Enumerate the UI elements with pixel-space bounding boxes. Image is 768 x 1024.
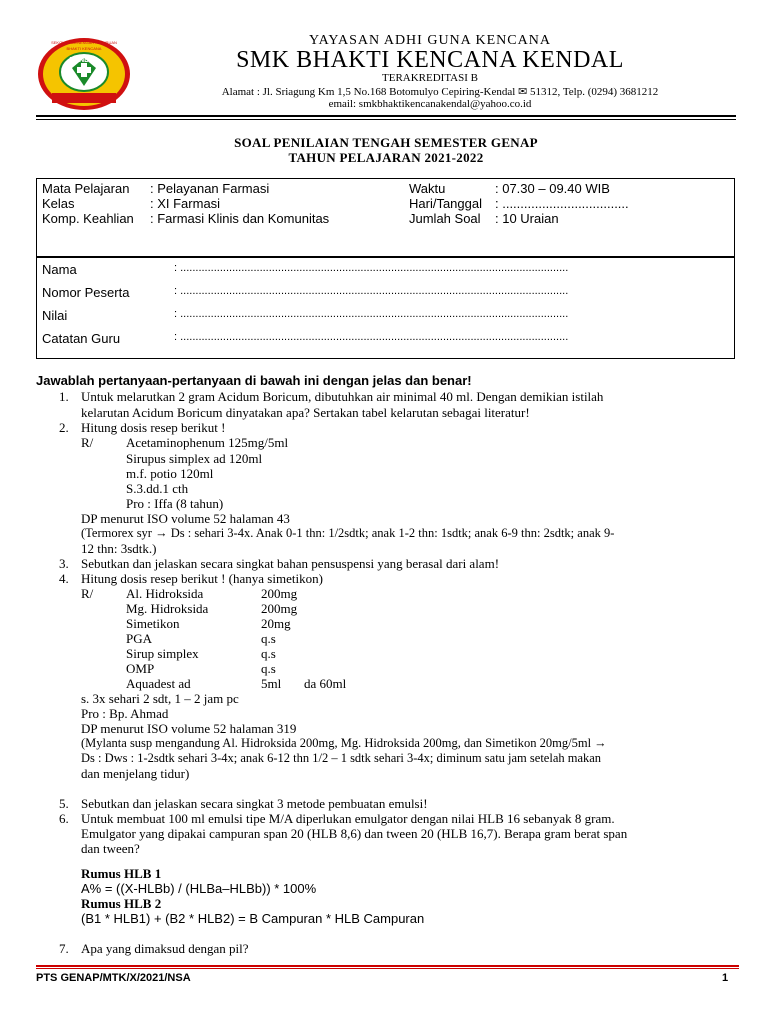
q2-note1: (Termorex syr → Ds : sehari 3-4x. Anak 0-1 thn: 1/2sdtk; anak 1-2 thn: 1sdtk; anak 6-9 thn: 2sdtk; anak 9- [81,526,615,540]
q2-line1: Hitung dosis resep berikut ! [81,420,226,435]
q4-sig: s. 3x sehari 2 sdt, 1 – 2 jam pc [81,691,239,706]
q2-number: 2. [59,420,69,435]
q4-note2: Ds : Dws : 1-2sdtk sehari 3-4x; anak 6-12 thn 1/2 – 1 sdtk sehari 3-4x; diminum satu jam setelah makan [81,751,602,765]
subject-label: Mata Pelajaran [42,181,130,196]
class-label: Kelas [42,196,75,211]
q4-recipe-symbol: R/ [81,586,94,601]
q3-number: 3. [59,556,69,571]
q4-item-qty: 200mg [261,601,298,616]
q6-formula1-title: Rumus HLB 1 [81,866,162,881]
q2-item: Acetaminophenum 125mg/5ml [126,435,289,450]
q4-item-qty: 200mg [261,586,298,601]
q7-number: 7. [59,941,69,956]
q2-item: Pro : Iffa (8 tahun) [126,496,224,511]
instructions: Jawablah pertanyaan-pertanyaan di bawah ini dengan jelas dan benar! [36,373,472,388]
q6-formula1: A% = ((X-HLBb) / (HLBa–HLBb)) * 100% [81,881,317,896]
q2-note2: 12 thn: 3sdtk.) [81,541,157,556]
school-name: SMK BHAKTI KENCANA KENDAL [236,47,624,73]
logo-text-bottom: KENDAL [69,57,99,64]
address: Alamat : Jl. Sriagung Km 1,5 No.168 Botomulyo Cepiring-Kendal ✉ 51312, Telp. (0294) 3681212 [221,86,659,98]
skill-label: Komp. Keahlian [42,211,134,226]
logo-text-top: SEKOLAH MENENGAH KEJURUAN [51,40,117,45]
count-value: : 10 Uraian [495,211,559,226]
q4-item-name: Simetikon [126,616,180,631]
q4-item-qty: q.s [261,661,276,676]
q4-item-name: OMP [126,661,155,676]
teacher-note-label: Catatan Guru [42,331,121,346]
q2-dp: DP menurut ISO volume 52 halaman 43 [81,511,290,526]
logo-text-mid: BHAKTI KENCANA [66,46,102,51]
q2-item: Sirupus simplex ad 120ml [126,451,263,466]
header-divider-thin [36,119,736,120]
header-divider [36,115,736,117]
q6-line1: Untuk membuat 100 ml emulsi tipe M/A diperlukan emulgator dengan nilai HLB 16 sebanyak 8 gram. [81,811,615,826]
q1-line1: Untuk melarutkan 2 gram Acidum Boricum, dibutuhkan air minimal 40 ml. Dengan demikian istilah [81,389,604,404]
q6-formula2-title: Rumus HLB 2 [81,896,162,911]
q4-note3: dan menjelang tidur) [81,766,190,781]
q6-formula2: (B1 * HLB1) + (B2 * HLB2) = B Campuran * HLB Campuran [81,911,425,926]
count-label: Jumlah Soal [409,211,481,226]
q4-item-name: Al. Hidroksida [126,586,204,601]
footer-divider [36,965,739,967]
q3-text: Sebutkan dan jelaskan secara singkat bahan pensuspensi yang berasal dari alam! [81,556,500,571]
q6-line2: Emulgator yang dipakai campuran span 20 (HLB 8,6) dan tween 20 (HLB 16,7). Berapa gram berat span [81,826,628,841]
q4-item-name: Sirup simplex [126,646,199,661]
time-value: : 07.30 – 09.40 WIB [495,181,610,196]
q4-number: 4. [59,571,69,586]
exam-title: SOAL PENILAIAN TENGAH SEMESTER GENAP [234,135,538,150]
exam-year: TAHUN PELAJARAN 2021-2022 [288,150,484,165]
exam-info-box [36,178,735,258]
accreditation: TERAKREDITASI B [382,72,478,84]
email: email: smkbhaktikencanakendal@yahoo.co.id [328,98,532,110]
teacher-note-field[interactable]: : ............................................................................................................................... [174,331,569,343]
time-label: Waktu [409,181,446,196]
footer-divider-thin [36,968,739,969]
q2-item: S.3.dd.1 cth [126,481,189,496]
score-field[interactable]: : ............................................................................................................................... [174,308,569,320]
participant-number-label: Nomor Peserta [42,285,130,300]
class-value: : XI Farmasi [150,196,221,211]
day-label: Hari/Tanggal [409,196,482,211]
footer-code: PTS GENAP/MTK/X/2021/NSA [36,972,191,984]
q4-line1: Hitung dosis resep berikut ! (hanya simetikon) [81,571,323,586]
q6-line3: dan tween? [81,841,140,856]
q6-number: 6. [59,811,69,826]
q4-item-qty: q.s [261,631,276,646]
name-label: Nama [42,262,77,277]
q5-number: 5. [59,796,69,811]
q4-item-qty: q.s [261,646,276,661]
score-label: Nilai [42,308,68,323]
foundation-name: YAYASAN ADHI GUNA KENCANA [309,33,551,48]
q4-item-qty: 5ml da 60ml [261,676,347,691]
q4-pro: Pro : Bp. Ahmad [81,706,169,721]
q4-dp: DP menurut ISO volume 52 halaman 319 [81,721,297,736]
q5-text: Sebutkan dan jelaskan secara singkat 3 metode pembuatan emulsi! [81,796,428,811]
skill-value: : Farmasi Klinis dan Komunitas [150,211,330,226]
q4-item-qty: 20mg [261,616,291,631]
q4-item-name: Mg. Hidroksida [126,601,209,616]
q7-text: Apa yang dimaksud dengan pil? [81,941,249,956]
participant-number-field[interactable]: : ............................................................................................................................... [174,285,569,297]
q2-recipe-symbol: R/ [81,435,94,450]
subject-value: : Pelayanan Farmasi [150,181,270,196]
page-number: 1 [722,972,729,984]
q1-line2: kelarutan Acidum Boricum dinyatakan apa? Sertakan tabel kelarutan sebagai literatur! [81,405,530,420]
day-value: : ................................... [495,196,629,211]
q4-note1: (Mylanta susp mengandung Al. Hidroksida 200mg, Mg. Hidroksida 200mg, dan Simetikon 20mg/5ml → [81,736,607,750]
q4-item-name: Aquadest ad [126,676,191,691]
q4-item-name: PGA [126,631,153,646]
name-field[interactable]: : ............................................................................................................................... [174,262,569,274]
q2-item: m.f. potio 120ml [126,466,214,481]
q1-number: 1. [59,389,69,404]
